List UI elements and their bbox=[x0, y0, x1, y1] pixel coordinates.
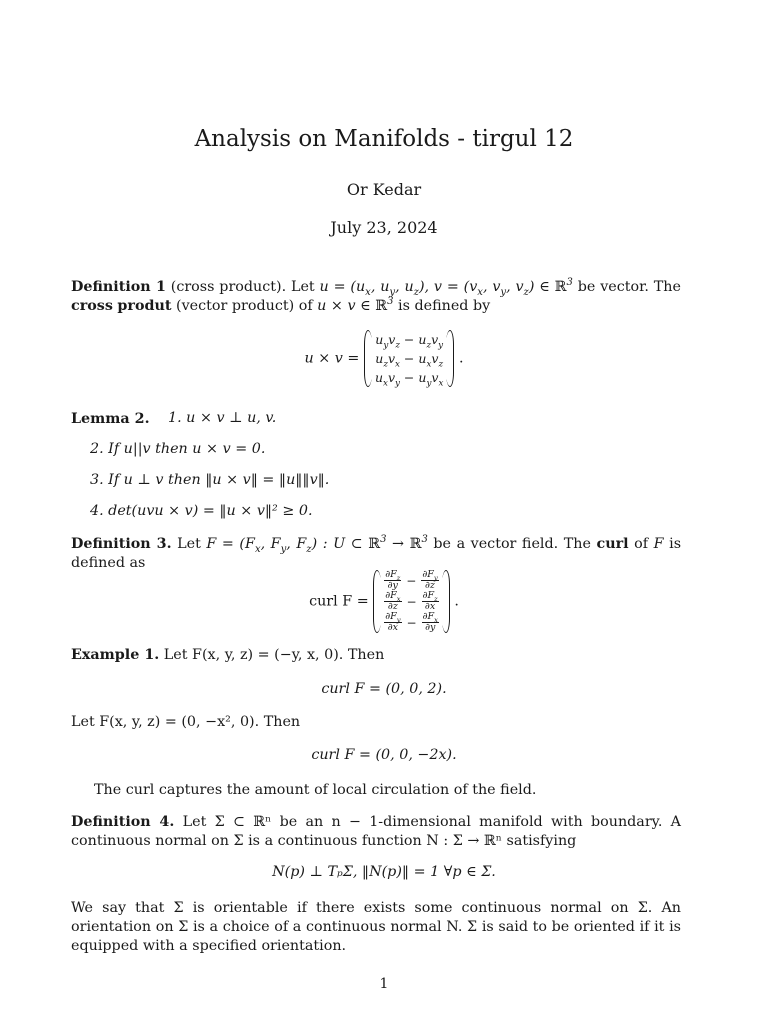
cross-product-matrix bbox=[364, 330, 454, 387]
page-number: 1 bbox=[379, 976, 389, 992]
example-1 bbox=[71, 646, 681, 665]
definition-1-tag: (cross product). bbox=[170, 279, 287, 295]
definition-1-label: Definition 1 bbox=[71, 279, 166, 295]
lemma-item: 3. If u ⊥ v then ‖u × v‖ = ‖u‖‖v‖. bbox=[90, 472, 330, 488]
cross-product-formula: u × v = $u_yv_z - u_zv_y$ $u_zv_x - u_xv_z$ $u_xv_y - u_yv_x$ . bbox=[304, 332, 464, 389]
example-1-text-b: Let F(x, y, z) = (0, −x², 0). Then bbox=[71, 714, 301, 730]
example-1-text: Let F(x, y, z) = (−y, x, 0). Then bbox=[163, 647, 385, 663]
definition-1-vectors: $u = (u_x$, $u_y$, $u_z$), $v = (v_x$, $v_y$, $v_z$) ∈ ℝ$^3$ bbox=[319, 277, 573, 298]
example-1-equation-b: curl F = (0, 0, −2x). bbox=[311, 747, 457, 763]
definition-3-text: is defined bbox=[71, 536, 682, 571]
curl-row: $\frac{\partial F_x}{\partial z}$ − $\frac{\partial F_z}{\partial x}$ bbox=[385, 590, 438, 612]
definition-3-field: $F = (F_x$, $F_y$, $F_z$) : U ⊂ ℝ$^3$ → ℝ$^3$ bbox=[206, 534, 428, 555]
paper-author: Or Kedar bbox=[346, 180, 422, 199]
definition-1-text: (vector product) of bbox=[176, 298, 313, 314]
definition-1-text: Let bbox=[290, 279, 315, 295]
example-1-label: Example 1. bbox=[71, 647, 160, 663]
definition-1-term: produt bbox=[117, 298, 172, 314]
example-1-remark: The curl captures the amount of local circulation of the field. bbox=[94, 782, 537, 798]
lemma-item: 1. u × v ⊥ u, v. bbox=[168, 410, 277, 426]
definition-3-text: Let bbox=[177, 536, 201, 552]
paper-date: July 23, 2024 bbox=[330, 218, 438, 237]
definition-3-text: be a vector field. The bbox=[433, 536, 591, 552]
definition-4-text-b: We say that Σ is orientable if there exists some continuous normal on Σ. An orientation on Σ is a choice of a continuous normal N. Σ is said to be oriented if it is equipped with a specified orientation. bbox=[71, 900, 681, 954]
definition-3: Definition 3. Let $F = (F_x$, $F_y$, $F_z$) : U ⊂ ℝ$^3$ → ℝ$^3$ be a vector field. The curl of F is defined as bbox=[71, 534, 682, 571]
normal-equation: N(p) ⊥ TₚΣ, ‖N(p)‖ = 1 ∀p ∈ Σ. bbox=[272, 864, 496, 880]
lemma-item: 2. If u||v then u × v = 0. bbox=[90, 441, 266, 457]
definition-1-text: is defined by bbox=[398, 298, 491, 314]
definition-1-term: cross bbox=[71, 298, 113, 314]
definition-3-text: of bbox=[634, 536, 649, 552]
lemma-2 bbox=[71, 410, 681, 429]
paper-title: Analysis on Manifolds - tirgul 12 bbox=[194, 126, 574, 152]
definition-1-expr: u × v ∈ ℝ$^3$ bbox=[317, 296, 394, 314]
definition-4-label: Definition 4. bbox=[71, 814, 175, 830]
definition-1-text: be vector. The bbox=[577, 279, 681, 295]
definition-4-text: Let Σ ⊂ ℝⁿ be an n − 1-dimensional manifold with boundary. A continuous normal on Σ is a continuous function N : Σ → ℝⁿ satisfying bbox=[71, 814, 681, 849]
definition-3-term: curl bbox=[596, 536, 629, 552]
matrix-row: $u_xv_y - u_yv_x$ bbox=[374, 370, 444, 389]
matrix-row: $u_zv_x - u_xv_z$ bbox=[375, 351, 444, 370]
definition-3-label: Definition 3. bbox=[71, 536, 172, 552]
curl-lhs: curl F = bbox=[309, 593, 369, 610]
curl-formula: curl F = $\frac{\partial F_z}{\partial y}$ − $\frac{\partial F_y}{\partial z}$ $\frac{\partial F_x}{\partial z}$ − $\frac{\partial F_z}{\partial x}$ $\frac{\partial F_y}{\partial x}$ − $\frac{\partial F_x}{\partial y}$ . bbox=[309, 569, 459, 633]
definition-3-text: as bbox=[129, 555, 146, 571]
cross-product-lhs: u × v = bbox=[304, 350, 360, 367]
curl-row: $\frac{\partial F_z}{\partial y}$ − $\frac{\partial F_y}{\partial z}$ bbox=[385, 569, 438, 591]
definition-4 bbox=[71, 813, 681, 851]
lemma-item: 4. det(uvu × v) = ‖u × v‖² ≥ 0. bbox=[90, 503, 313, 519]
example-1-equation-a: curl F = (0, 0, 2). bbox=[321, 681, 447, 697]
lemma-2-label: Lemma 2. bbox=[71, 411, 150, 427]
matrix-row: $u_yv_z - u_zv_y$ bbox=[375, 332, 444, 351]
curl-row: $\frac{\partial F_y}{\partial x}$ − $\frac{\partial F_x}{\partial y}$ bbox=[385, 611, 438, 633]
definition-1 bbox=[71, 278, 681, 316]
curl-matrix bbox=[373, 570, 450, 633]
